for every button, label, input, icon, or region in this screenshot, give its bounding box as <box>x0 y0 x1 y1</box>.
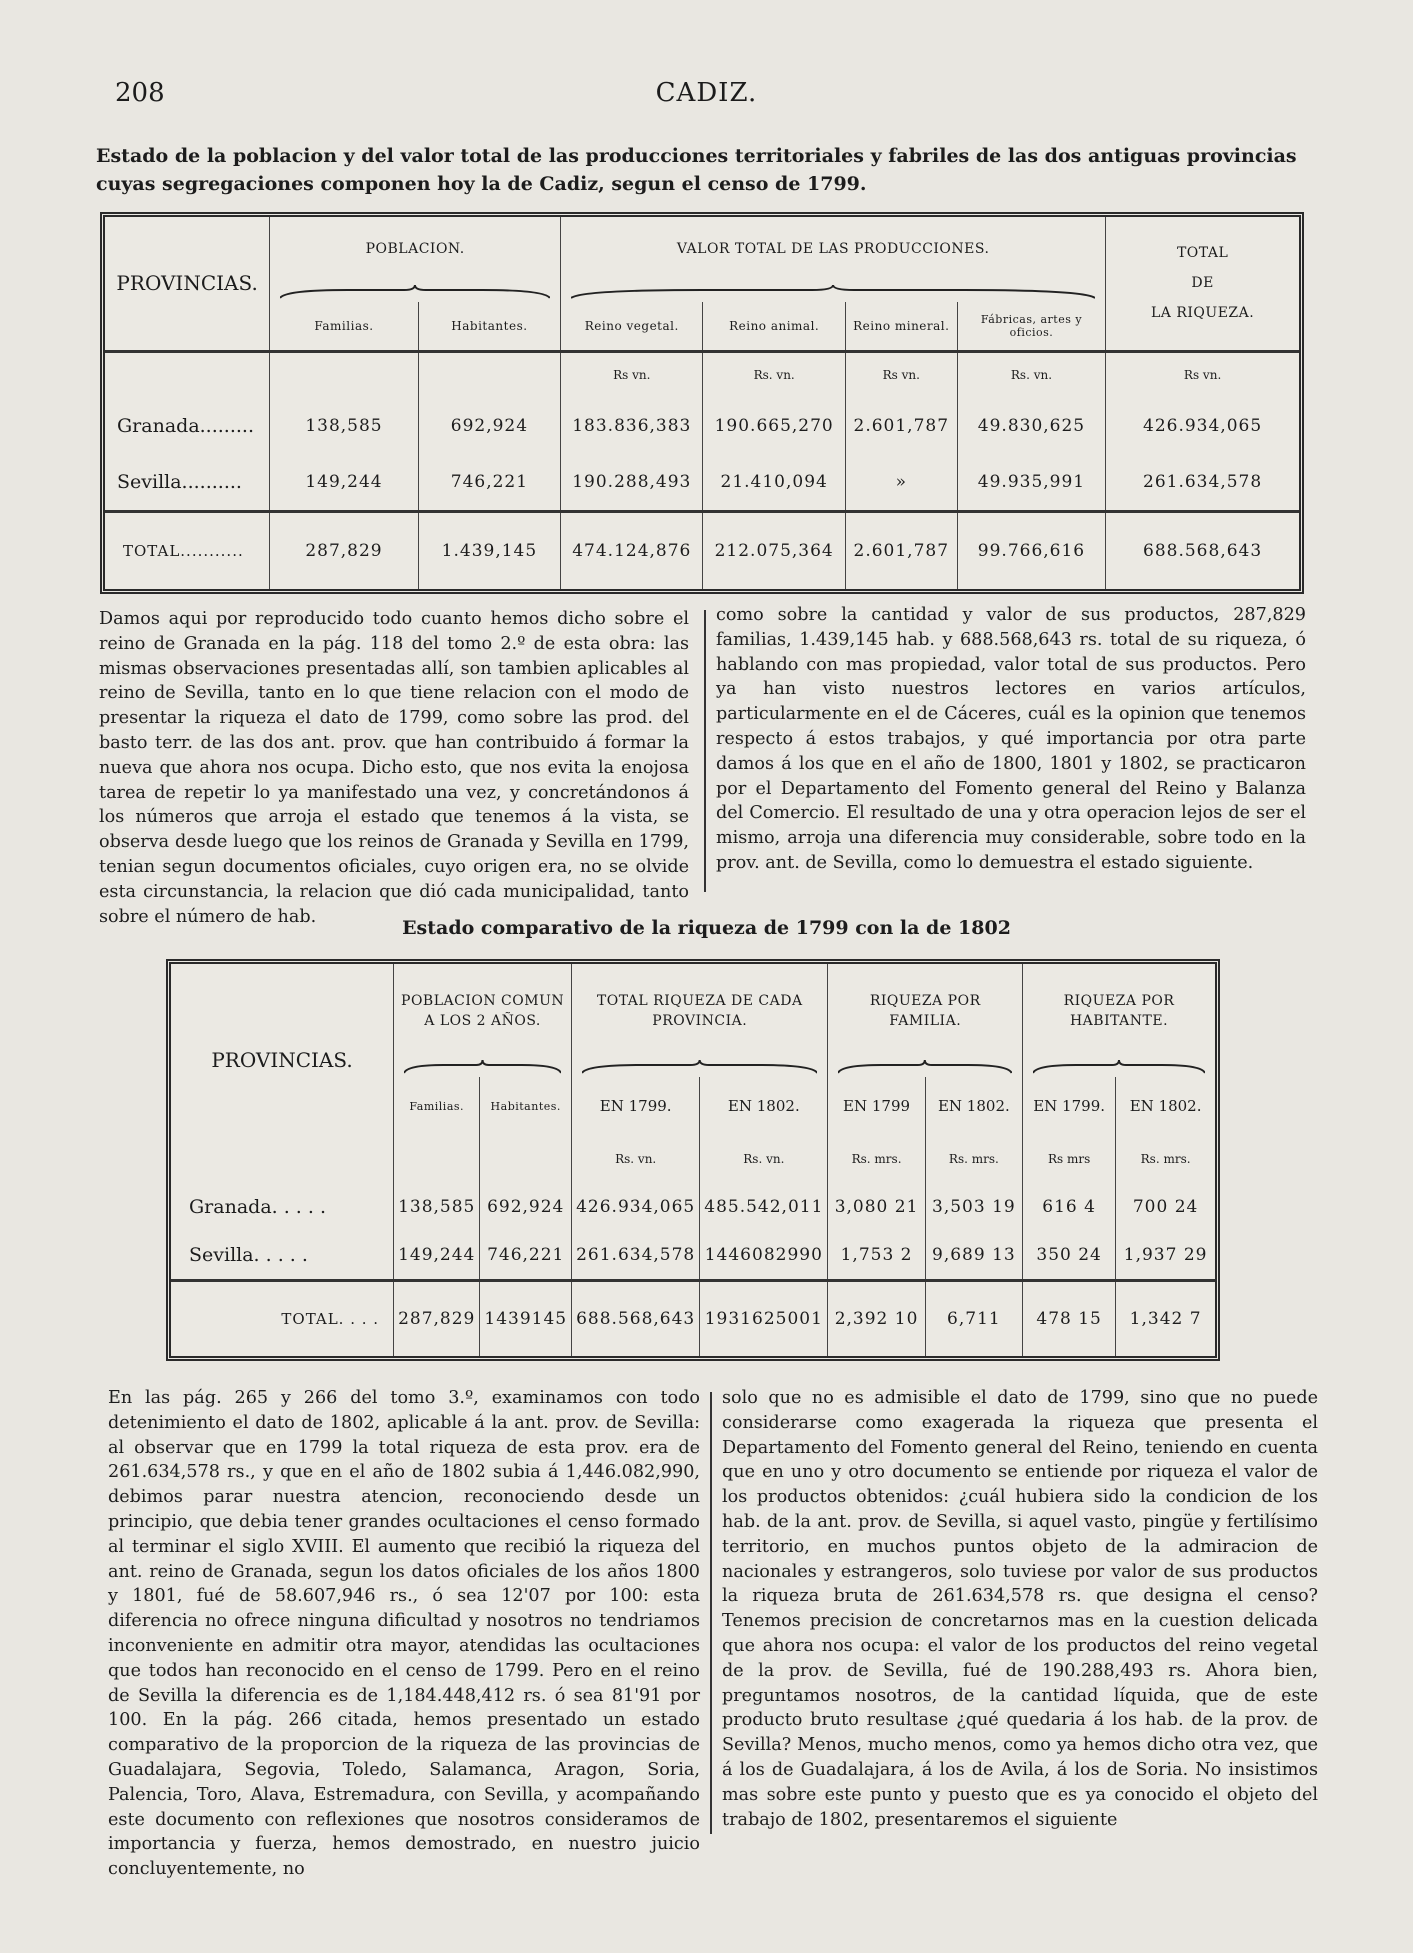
t2-group-total: TOTAL RIQUEZA DE CADA PROVINCIA. <box>572 964 828 1057</box>
t2-row-province: Sevilla. . . . . <box>189 1243 308 1266</box>
t2-cell: 485.542,011 <box>700 1182 828 1231</box>
t2-group-familia: RIQUEZA POR FAMILIA. <box>828 964 1023 1057</box>
table-row <box>171 1231 1215 1280</box>
table-row <box>105 455 1299 512</box>
t2-group-habitante: RIQUEZA POR HABITANTE. <box>1023 964 1215 1057</box>
t1-cell: 261.634,578 <box>1106 455 1299 512</box>
t2-group-poblacion: POBLACION COMUN A LOS 2 AÑOS. <box>394 964 572 1057</box>
t2-cell: 426.934,065 <box>572 1182 700 1231</box>
t1-sub-familias: Familias. <box>270 302 418 351</box>
table-row <box>105 398 1299 455</box>
t1-sub-habitantes: Habitantes. <box>418 302 560 351</box>
t1-sub-mineral: Reino mineral. <box>845 302 957 351</box>
t2-total-label: TOTAL. . . . <box>171 1280 394 1356</box>
t2-cell: 1,753 2 <box>828 1231 925 1280</box>
t2-cell: 138,585 <box>394 1182 480 1231</box>
text2-right-column: solo que no es admisible el dato de 1799, sino que no puede considerarse como exagerada la riqueza que presenta el Departamento del Fomento general del Reino, teniendo en cuenta que en uno y otro documento se entiende por riqueza el valor de los productos obtenidos: ¿cuál hubiera sido la condicion de los hab. de la ant. prov. de Sevilla, si aquel vasto, pingüe y fertilísimo territorio, en muchos puntos objeto de la admiracion de nacionales y estrangeros, solo tuviese por valor de sus productos la riqueza bruta de 261.634,578 rs. que designa el censo? Tenemos precision de concretarnos mas en la cuestion delicada que ahora nos ocupa: el valor de los productos del reino vegetal de la prov. de Sevilla, fué de 190.288,493 rs. Ahora bien, preguntamos nosotros, de la cantidad líquida, que de este producto bruto resultase ¿qué quedaria á los hab. de la prov. de Sevilla? Menos, mucho menos, como ya hemos dicho otra vez, que á los de Guadalajara, á los de Avila, á los de Soria. No insistimos mas sobre este punto y puesto que es ya conocido el objeto del trabajo de 1802, presentaremos el siguiente <box>722 1388 1318 1830</box>
t2-unit: Rs. vn. <box>572 1135 700 1182</box>
t1-total-cell: 212.075,364 <box>703 511 845 589</box>
t2-total-cell: 1,342 7 <box>1116 1280 1215 1356</box>
t1-cell: 49.935,991 <box>957 455 1105 512</box>
table-row <box>171 1182 1215 1231</box>
t1-row-province: Granada......... <box>117 415 254 438</box>
t2-cell: 261.634,578 <box>572 1231 700 1280</box>
t2-total-cell: 1439145 <box>480 1280 572 1356</box>
t2-total-cell: 688.568,643 <box>572 1280 700 1356</box>
text2-left-column: En las pág. 265 y 266 del tomo 3.º, examinamos con todo detenimiento el dato de 1802, aplicable á la ant. prov. de Sevilla: al observar que en 1799 la total riqueza de esta prov. era de 261.634,578 rs., y que en el año de 1802 subia á 1,446.082,990, debimos parar nuestra atencion, reconociendo desde un principio, que debia tener grandes ocultaciones el censo formado al terminar el siglo XVIII. El aumento que recibió la riqueza del ant. reino de Granada, segun los datos oficiales de los años 1800 y 1801, fué de 58.607,946 rs., ó sea 12'07 por 100: esta diferencia no ofrece ninguna dificultad y nosotros no tendriamos inconveniente en admitir otra mayor, atendidas las ocultaciones que todos han reconocido en el censo de 1799. Pero en el reino de Sevilla la diferencia es de 1,184.448,412 rs. ó sea 81'91 por 100. En la pág. 266 citada, hemos presentado un estado comparativo de la proporcion de la riqueza de las provincias de Guadalajara, Segovia, Toledo, Salamanca, Aragon, Soria, Palencia, Toro, Alava, Estremadura, con Sevilla, y acompañando este documento con reflexiones que nosotros consideramos de importancia y fuerza, hemos demostrado, en nuestro juicio concluyentemente, no <box>108 1388 700 1880</box>
table1 <box>100 212 1304 594</box>
page-title: CADIZ. <box>655 78 758 108</box>
t1-cell: 692,924 <box>418 398 560 455</box>
t2-sub-habitantes: Habitantes. <box>480 1077 572 1136</box>
text1-left-column: Damos aqui por reproducido todo cuanto hemos dicho sobre el reino de Granada en la pág. 118 del tomo 2.º de esta obra: las mismas observaciones presentadas allí, son tambien aplicables al reino de Sevilla, tanto en lo que tiene relacion con el modo de presentar la riqueza el dato de 1799, como sobre las prod. del basto terr. de las dos ant. prov. que han contribuido á formar la nueva que ahora nos ocupa. Dicho esto, que nos evita la enojosa tarea de repetir lo ya manifestado una vez, y concretándonos á los números que arroja el estado que tenemos á la vista, se observa desde luego que los reinos de Granada y Sevilla en 1799, tenian segun documentos oficiales, cuyo origen era, no se olvide esta circunstancia, la relacion que dió cada municipalidad, tanto sobre el número de hab. <box>99 609 689 927</box>
t1-total-label: TOTAL........... <box>105 511 270 589</box>
t2-sub-hab-1802: EN 1802. <box>1116 1077 1215 1136</box>
t2-cell: 616 4 <box>1023 1182 1116 1231</box>
t1-cell: 190.665,270 <box>703 398 845 455</box>
t2-sub-fam-1799: EN 1799 <box>828 1077 925 1136</box>
table2 <box>166 959 1220 1361</box>
t2-unit: Rs. mrs. <box>1116 1135 1215 1182</box>
t1-unit-mineral: Rs vn. <box>845 351 957 398</box>
t1-total-line3: LA RIQUEZA. <box>1150 305 1255 322</box>
t1-total-cell: 688.568,643 <box>1106 511 1299 589</box>
t1-cell: 426.934,065 <box>1106 398 1299 455</box>
t2-cell: 350 24 <box>1023 1231 1116 1280</box>
t1-cell: 183.836,383 <box>561 398 703 455</box>
t1-cell: 2.601,787 <box>845 398 957 455</box>
t1-cell: 21.410,094 <box>703 455 845 512</box>
t1-cell: 746,221 <box>418 455 560 512</box>
t2-sub-familias: Familias. <box>394 1077 480 1136</box>
t2-total-cell: 478 15 <box>1023 1280 1116 1356</box>
t1-total-cell: 287,829 <box>270 511 418 589</box>
t2-sub-total-1799: EN 1799. <box>572 1077 700 1136</box>
t1-sub-fabricas: Fábricas, artes y oficios. <box>957 302 1105 351</box>
t2-sub-fam-1802: EN 1802. <box>925 1077 1022 1136</box>
t2-total-cell: 287,829 <box>394 1280 480 1356</box>
t1-brace-valor <box>561 282 1106 303</box>
t2-brace-poblacion <box>394 1057 572 1077</box>
total-row <box>171 1280 1215 1356</box>
t2-row-province: Granada. . . . . <box>189 1195 326 1218</box>
t1-unit-fabricas: Rs. vn. <box>957 351 1105 398</box>
t1-cell: 190.288,493 <box>561 455 703 512</box>
t2-total-cell: 2,392 10 <box>828 1280 925 1356</box>
t1-col-provincias: PROVINCIAS. <box>116 271 258 296</box>
t1-total-cell: 99.766,616 <box>957 511 1105 589</box>
t2-unit: Rs. vn. <box>700 1135 828 1182</box>
t1-total-line1: TOTAL <box>1176 245 1229 262</box>
page-number: 208 <box>115 78 165 108</box>
t2-brace-familia <box>828 1057 1023 1077</box>
t1-brace-poblacion <box>270 282 561 303</box>
t2-total-cell: 6,711 <box>925 1280 1022 1356</box>
t1-sub-vegetal: Reino vegetal. <box>561 302 703 351</box>
total-row <box>105 511 1299 589</box>
t2-brace-total <box>572 1057 828 1077</box>
t2-cell: 3,503 19 <box>925 1182 1022 1231</box>
table1-title: Estado de la poblacion y del valor total de las producciones territoriales y fabriles de las dos antiguas provincias cuyas segregaciones componen hoy la de Cadiz, segun el censo de 1799. <box>96 145 1297 195</box>
t2-cell: 1,937 29 <box>1116 1231 1215 1280</box>
t1-unit-vegetal: Rs vn. <box>561 351 703 398</box>
t2-cell: 692,924 <box>480 1182 572 1231</box>
t2-sub-total-1802: EN 1802. <box>700 1077 828 1136</box>
t1-total-cell: 474.124,876 <box>561 511 703 589</box>
t1-total-cell: 2.601,787 <box>845 511 957 589</box>
t1-total-cell: 1.439,145 <box>418 511 560 589</box>
t1-unit-animal: Rs. vn. <box>703 351 845 398</box>
t2-unit: Rs mrs <box>1023 1135 1116 1182</box>
t2-sub-hab-1799: EN 1799. <box>1023 1077 1116 1136</box>
t2-total-cell: 1931625001 <box>700 1280 828 1356</box>
t1-unit-total: Rs vn. <box>1106 351 1299 398</box>
t2-col-provincias: PROVINCIAS. <box>211 1047 353 1072</box>
t2-cell: 149,244 <box>394 1231 480 1280</box>
t1-group-poblacion: POBLACION. <box>270 217 561 282</box>
t2-unit: Rs. mrs. <box>925 1135 1022 1182</box>
t2-brace-habitante <box>1023 1057 1215 1077</box>
t2-cell: 746,221 <box>480 1231 572 1280</box>
t1-sub-animal: Reino animal. <box>703 302 845 351</box>
t1-group-valor: VALOR TOTAL DE LAS PRODUCCIONES. <box>561 217 1106 282</box>
t2-cell: 700 24 <box>1116 1182 1215 1231</box>
t1-group-total <box>1106 217 1299 351</box>
t1-row-province: Sevilla.......... <box>117 471 242 494</box>
column-divider <box>704 610 706 892</box>
t2-unit: Rs. mrs. <box>828 1135 925 1182</box>
t1-total-line2: DE <box>1191 275 1214 292</box>
t1-cell: 49.830,625 <box>957 398 1105 455</box>
column-divider <box>710 1392 712 1834</box>
t2-cell: 9,689 13 <box>925 1231 1022 1280</box>
table2-title: Estado comparativo de la riqueza de 1799 con la de 1802 <box>402 917 1011 939</box>
t2-cell: 1446082990 <box>700 1231 828 1280</box>
t1-cell: 138,585 <box>270 398 418 455</box>
t2-cell: 3,080 21 <box>828 1182 925 1231</box>
text1-right-column: como sobre la cantidad y valor de sus productos, 287,829 familias, 1.439,145 hab. y 688.568,643 rs. total de su riqueza, ó hablando con mas propiedad, valor total de sus productos. Pero ya han visto nuestros lectores en varios artículos, particularmente en el de Cáceres, cuál es la opinion que tenemos respecto á estos trabajos, y qué importancia por otra parte damos á los que en el año de 1800, 1801 y 1802, se practicaron por el Departamento del Fomento general del Reino y Balanza del Comercio. El resultado de una y otra operacion lejos de ser el mismo, arroja una diferencia muy considerable, sobre todo en la prov. ant. de Sevilla, como lo demuestra el estado siguiente. <box>716 605 1306 873</box>
t1-cell: » <box>845 455 957 512</box>
t1-cell: 149,244 <box>270 455 418 512</box>
